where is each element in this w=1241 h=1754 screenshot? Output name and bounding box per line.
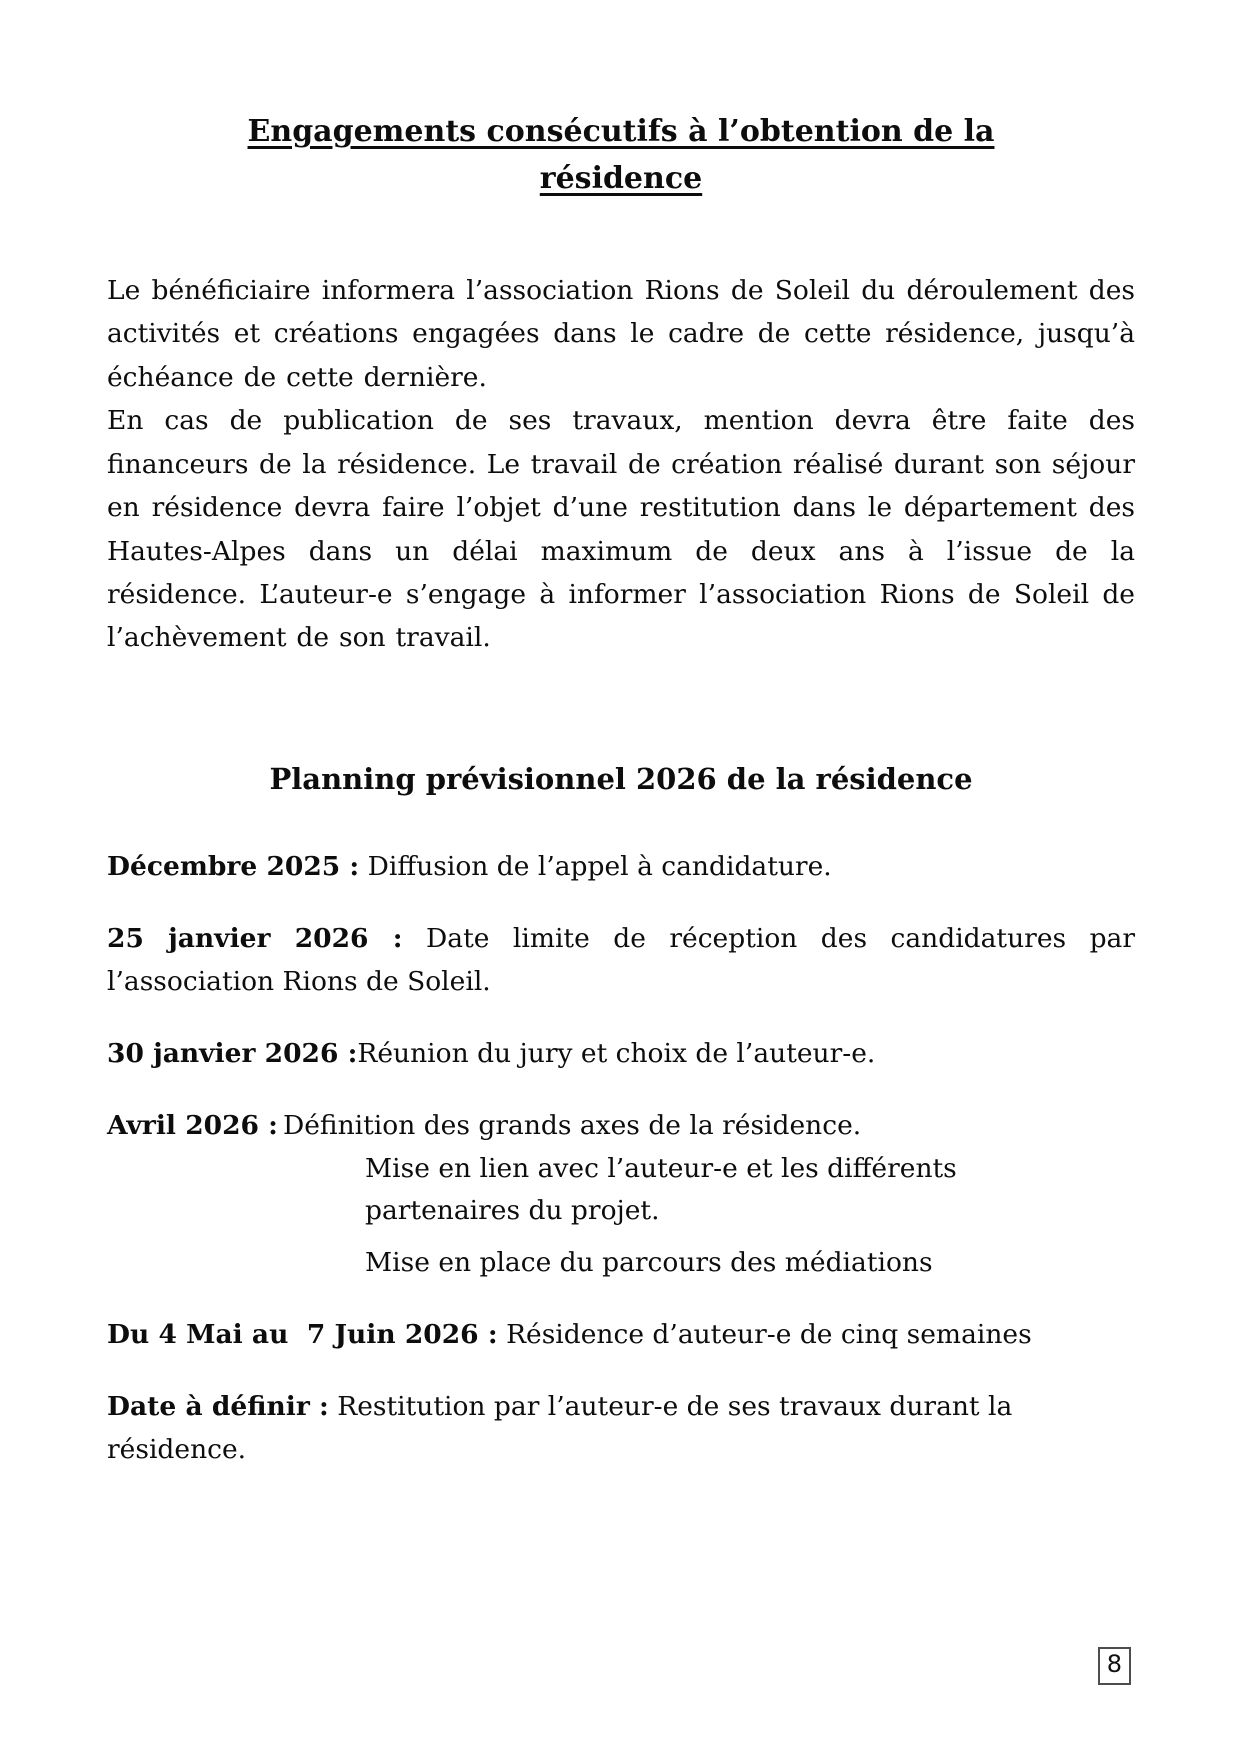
item-text: Date limite de réception des candidatures par l’association Rions de Soleil. [107, 923, 1135, 997]
page-number: 8 [1098, 1647, 1131, 1685]
planning-heading: Planning prévisionnel 2026 de la résidence [269, 761, 973, 796]
planning-item-date-a-definir [107, 1386, 1135, 1471]
planning-item-avril-subline: Mise en lien avec l’auteur-e et les différents [365, 1152, 957, 1184]
item-date: 25 janvier 2026 : [107, 923, 403, 955]
planning-item-decembre [107, 846, 1135, 888]
item-text: Réunion du jury et choix de l’auteur-e. [357, 1038, 876, 1070]
document-title-line1: Engagements consécutifs à l’obtention de la [247, 114, 995, 149]
item-date: Avril 2026 : [107, 1110, 278, 1142]
item-text: Résidence d’auteur-e de cinq semaines [506, 1318, 1032, 1350]
planning-item-mai-juin [107, 1314, 1135, 1356]
planning-item-avril [107, 1105, 1135, 1284]
item-text: Définition des grands axes de la résidence. [283, 1110, 862, 1142]
item-date: Du 4 Mai au 7 Juin 2026 : [107, 1318, 498, 1350]
item-text: Restitution par l’auteur-e de ses travaux durant la résidence. [107, 1391, 1013, 1465]
paragraph-obligations: Le bénéficiaire informera l’association Rions de Soleil du déroulement des activités et créations engagées dans le cadre de cette résidence, jusqu’à échéance de cette dernière. [107, 274, 1135, 393]
item-date: Décembre 2025 : [107, 850, 360, 882]
item-date: 30 janvier 2026 : [107, 1038, 358, 1070]
planning-item-avril-subline: Mise en place du parcours des médiations [365, 1246, 933, 1278]
planning-item-avril-subline: partenaires du projet. [365, 1195, 660, 1227]
planning-item-avril-first-line [107, 1105, 1135, 1147]
document-title [107, 108, 1135, 203]
item-text: Diffusion de l’appel à candidature. [367, 850, 832, 882]
paragraph-publication: En cas de publication de ses travaux, mention devra être faite des financeurs de la résidence. Le travail de création réalisé durant son séjour en résidence devra faire l’objet d’une restitution dans le département des Hautes-Alpes dans un délai maximum de deux ans à l’issue de la résidence. L’auteur-e s’engage à informer l’association Rions de Soleil de l’achèvement de son travail. [107, 405, 1135, 654]
planning-item-25-janvier [107, 918, 1135, 1003]
document-title-line2: résidence [539, 161, 703, 197]
item-date: Date à définir : [107, 1391, 329, 1423]
planning-item-30-janvier [107, 1033, 1135, 1075]
